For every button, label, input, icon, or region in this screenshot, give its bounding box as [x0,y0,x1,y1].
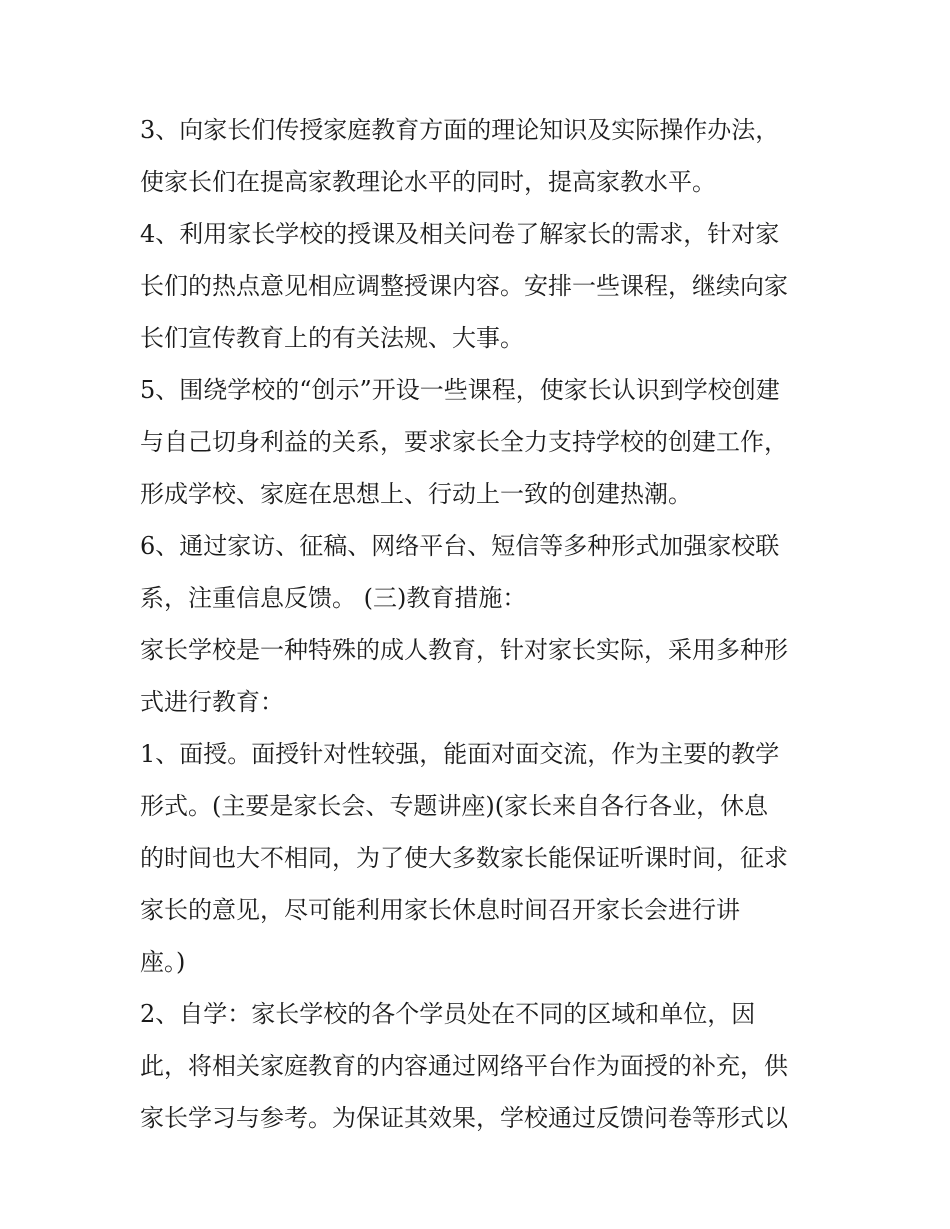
text-line: 的时间也大不相同，为了使大多数家长能保证听课时间，征求 [140,844,788,872]
text-line: 座。) [140,948,186,976]
text-line: 3、向家长们传授家庭教育方面的理论知识及实际操作办法， [140,116,780,144]
text-line: 与自己切身利益的关系，要求家长全力支持学校的创建工作， [140,428,788,456]
text-line: 形成学校、家庭在思想上、行动上一致的创建热潮。 [140,480,692,508]
text-line: 1、面授。面授针对性较强，能面对面交流，作为主要的教学 [140,740,780,768]
text-line: 系，注重信息反馈。 (三)教育措施： [140,584,527,612]
text-line: 家长学校是一种特殊的成人教育，针对家长实际，采用多种形 [140,636,788,664]
text-line: 家长的意见，尽可能利用家长休息时间召开家长会进行讲 [140,896,740,924]
text-line: 2、自学：家长学校的各个学员处在不同的区域和单位，因 [140,1000,756,1028]
text-line: 长们的热点意见相应调整授课内容。安排一些课程，继续向家 [140,272,788,300]
document-body [140,104,820,1144]
text-line: 家长学习与参考。为保证其效果，学校通过反馈问卷等形式以 [140,1104,788,1132]
text-line: 6、通过家访、征稿、网络平台、短信等多种形式加强家校联 [140,532,780,560]
text-line: 式进行教育： [140,688,284,716]
text-line: 形式。(主要是家长会、专题讲座)(家长来自各行各业，休息 [140,792,769,820]
text-line: 此，将相关家庭教育的内容通过网络平台作为面授的补充，供 [140,1052,788,1080]
text-line: 5、围绕学校的“创示”开设一些课程，使家长认识到学校创建 [140,376,780,404]
text-line: 4、利用家长学校的授课及相关问卷了解家长的需求，针对家 [140,220,780,248]
text-line: 长们宣传教育上的有关法规、大事。 [140,324,524,352]
text-line: 使家长们在提高家教理论水平的同时，提高家教水平。 [140,168,716,196]
